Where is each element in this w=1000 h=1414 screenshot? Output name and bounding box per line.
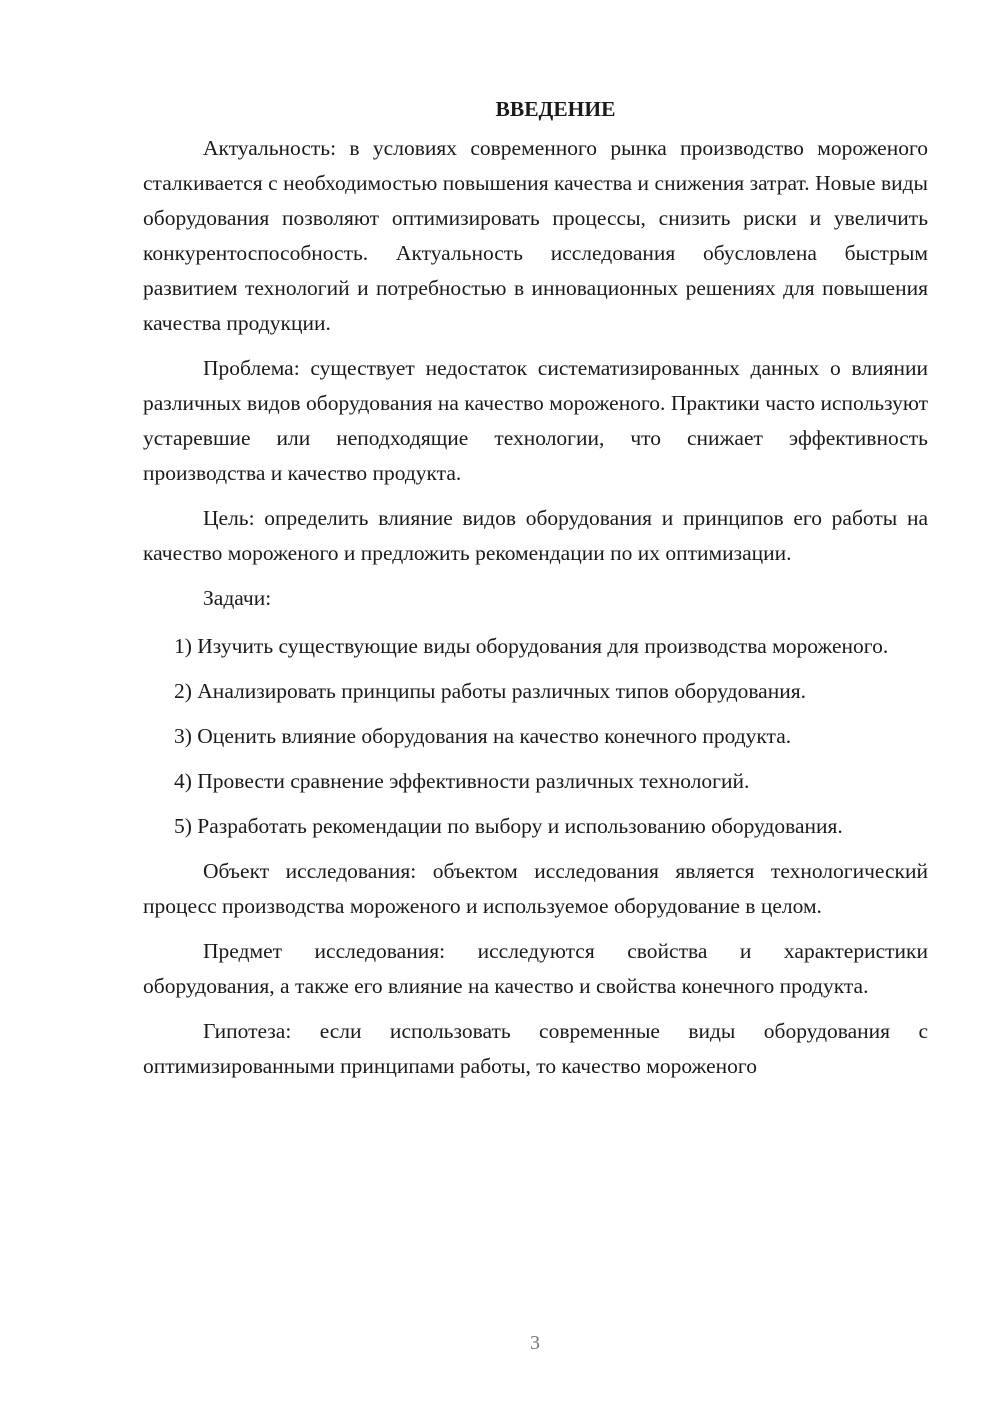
paragraph-goal: Цель: определить влияние видов оборудования и принципов его работы на качество мороженого и предложить рекомендации по их оптимизации. <box>143 506 928 565</box>
paragraph-subject: Предмет исследования: исследуются свойства и характеристики оборудования, а также его влияние на качество и свойства конечного продукта. <box>143 939 928 998</box>
list-item: 2) Анализировать принципы работы различных типов оборудования. <box>174 679 807 703</box>
task-list <box>143 629 928 844</box>
paragraph-tasks-label: Задачи: <box>203 586 272 610</box>
list-item: 3) Оценить влияние оборудования на качество конечного продукта. <box>174 724 792 748</box>
list-item: 1) Изучить существующие виды оборудования для производства мороженого. <box>174 634 889 658</box>
document-page <box>143 92 928 1094</box>
page-number: 3 <box>530 1332 540 1354</box>
list-item: 5) Разработать рекомендации по выбору и использованию оборудования. <box>174 814 843 838</box>
list-item: 4) Провести сравнение эффективности различных технологий. <box>174 769 750 793</box>
paragraph-relevance: Актуальность: в условиях современного рынка производство мороженого сталкивается с необходимостью повышения качества и снижения затрат. Новые виды оборудования позволяют оптимизировать процессы, снизить риски и увеличить конкурентоспособность. Актуальность исследования обусловлена быстрым развитием технологий и потребностью в инновационных решениях для повышения качества продукции. <box>143 136 928 335</box>
paragraph-problem: Проблема: существует недостаток систематизированных данных о влиянии различных видов оборудования на качество мороженого. Практики часто используют устаревшие или неподходящие технологии, что снижает эффективность производства и качество продукта. <box>143 356 928 485</box>
paragraph-hypothesis: Гипотеза: если использовать современные виды оборудования с оптимизированными принципами работы, то качество мороженого <box>143 1019 928 1078</box>
paragraph-object: Объект исследования: объектом исследования является технологический процесс производства мороженого и используемое оборудование в целом. <box>143 859 928 918</box>
page-title: ВВЕДЕНИЕ <box>495 97 616 121</box>
